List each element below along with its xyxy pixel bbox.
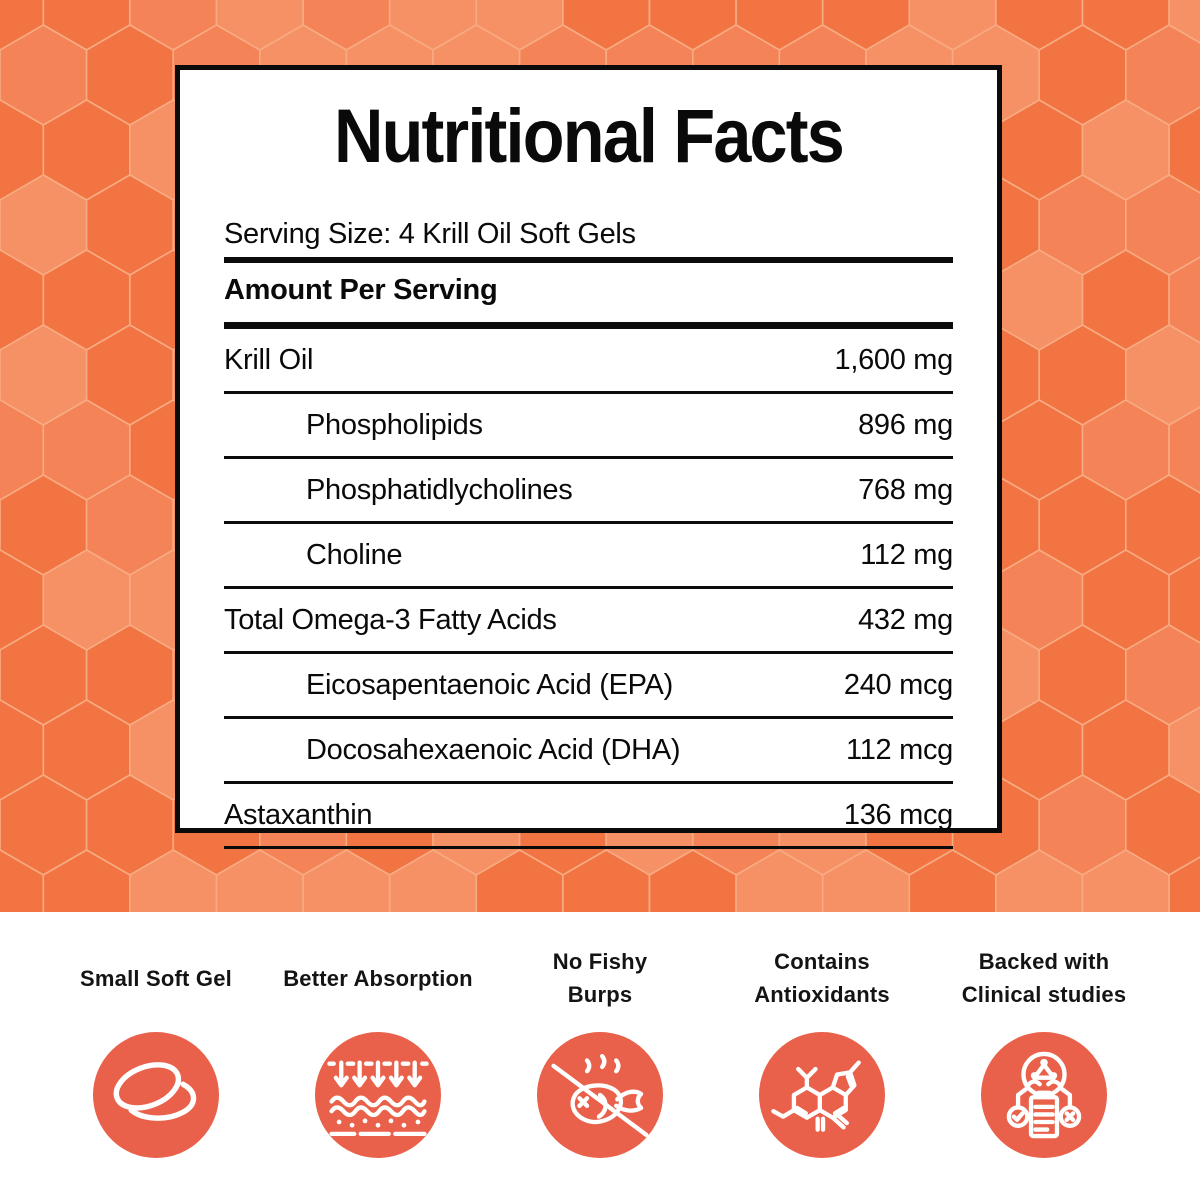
feature-icon-circle xyxy=(537,1032,663,1158)
amount-per-serving-header: Amount Per Serving xyxy=(224,274,498,306)
feature-label: Better Absorption xyxy=(283,965,473,991)
nutrition-facts-card xyxy=(175,65,1002,833)
clinical-study-icon xyxy=(990,1041,1098,1149)
table-row xyxy=(224,654,953,719)
feature-column-no-fishy-burps xyxy=(489,912,711,1200)
divider-thick xyxy=(224,322,953,329)
feature-icon-circle xyxy=(315,1032,441,1158)
row-value: 768 mg xyxy=(858,473,953,506)
row-value: 136 mcg xyxy=(843,798,953,831)
feature-icon-circle xyxy=(93,1032,219,1158)
row-value: 432 mg xyxy=(858,603,953,636)
row-label: Phospholipids xyxy=(306,408,483,441)
features-strip xyxy=(0,912,1200,1200)
row-value: 112 mg xyxy=(860,538,953,571)
serving-size-text: Serving Size: 4 Krill Oil Soft Gels xyxy=(224,218,636,250)
feature-icon-circle xyxy=(981,1032,1107,1158)
row-value: 240 mcg xyxy=(843,668,953,701)
row-label: Krill Oil xyxy=(224,343,314,376)
feature-column-contains-antioxidants xyxy=(711,912,933,1200)
row-value: 896 mg xyxy=(858,408,953,441)
feature-label: Contains Antioxidants xyxy=(754,949,890,1007)
table-row xyxy=(224,524,953,589)
feature-column-better-absorption xyxy=(267,912,489,1200)
table-row xyxy=(224,719,953,784)
table-row xyxy=(224,589,953,654)
softgel-icon xyxy=(102,1041,210,1149)
row-label: Phosphatidlycholines xyxy=(306,473,573,506)
feature-label: Backed with Clinical studies xyxy=(961,949,1127,1007)
feature-column-clinical-studies xyxy=(933,912,1155,1200)
card-title: Nutritional Facts xyxy=(333,94,844,179)
table-row xyxy=(224,329,953,394)
feature-column-small-soft-gel xyxy=(45,912,267,1200)
table-row xyxy=(224,394,953,459)
row-value: 1,600 mg xyxy=(834,343,953,376)
row-value: 112 mcg xyxy=(846,733,953,766)
row-label: Docosahexaenoic Acid (DHA) xyxy=(306,733,681,766)
absorption-arrows-icon xyxy=(324,1041,432,1149)
feature-icon-circle xyxy=(759,1032,885,1158)
table-row xyxy=(224,459,953,524)
feature-label: No Fishy Burps xyxy=(552,949,648,1007)
nutrition-table xyxy=(224,329,953,849)
row-label: Choline xyxy=(306,538,403,571)
row-label: Eicosapentaenoic Acid (EPA) xyxy=(306,668,673,701)
no-fish-icon xyxy=(546,1041,654,1149)
feature-label: Small Soft Gel xyxy=(80,965,232,991)
row-label: Astaxanthin xyxy=(224,798,373,831)
row-label: Total Omega-3 Fatty Acids xyxy=(224,603,557,636)
table-row xyxy=(224,784,953,849)
molecule-icon xyxy=(768,1041,876,1149)
